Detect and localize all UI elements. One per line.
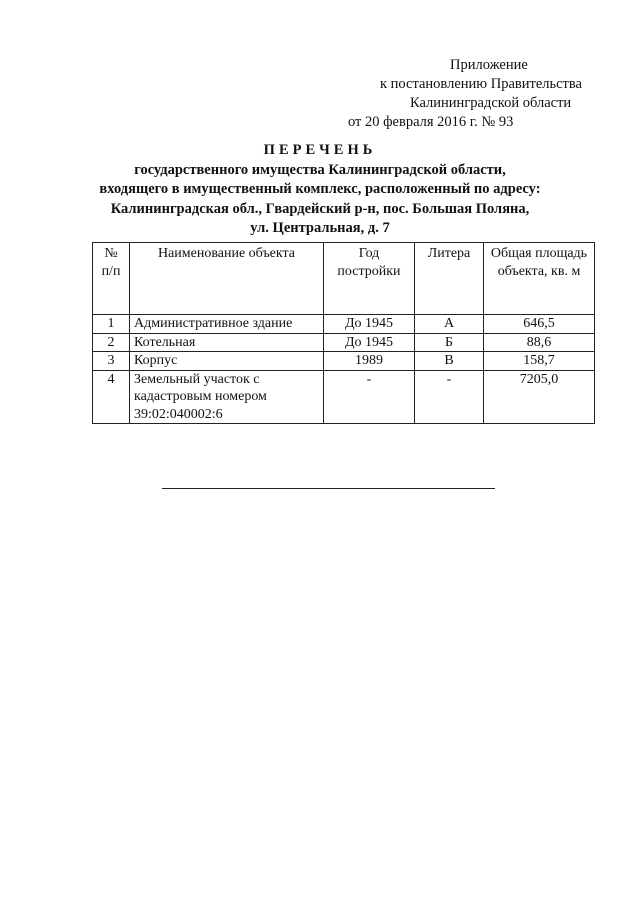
cell-num: 4 xyxy=(93,370,130,424)
header-year: Год постройки xyxy=(324,243,415,315)
closing-divider xyxy=(162,488,495,489)
property-table xyxy=(92,242,595,424)
header-litera: Литера xyxy=(415,243,484,315)
header-num: № п/п xyxy=(93,243,130,315)
cell-year: До 1945 xyxy=(324,333,415,352)
cell-num: 3 xyxy=(93,352,130,371)
table-row xyxy=(93,315,595,334)
cell-name: Котельная xyxy=(130,333,324,352)
table-row xyxy=(93,333,595,352)
cell-year: До 1945 xyxy=(324,315,415,334)
appendix-line: к постановлению Правительства xyxy=(380,76,582,92)
appendix-block xyxy=(300,56,600,132)
table-row xyxy=(93,352,595,371)
cell-year: - xyxy=(324,370,415,424)
cell-litera: - xyxy=(415,370,484,424)
header-name: Наименование объекта xyxy=(130,243,324,315)
cell-litera: А xyxy=(415,315,484,334)
cell-name: Корпус xyxy=(130,352,324,371)
cell-litera: В xyxy=(415,352,484,371)
heading-line: входящего в имущественный комплекс, расположенный по адресу: xyxy=(99,181,541,197)
appendix-line: Калининградской области xyxy=(410,95,572,111)
cell-num: 2 xyxy=(93,333,130,352)
table-row xyxy=(93,370,595,424)
document-title: ПЕРЕЧЕНЬ xyxy=(263,142,377,158)
cell-litera: Б xyxy=(415,333,484,352)
table-header-row xyxy=(93,243,595,315)
cell-area: 158,7 xyxy=(484,352,595,371)
document-heading xyxy=(60,141,580,239)
cell-year: 1989 xyxy=(324,352,415,371)
cell-name: Земельный участок с кадастровым номером 39:02:040002:6 xyxy=(130,370,324,424)
cell-area: 646,5 xyxy=(484,315,595,334)
cell-name: Административное здание xyxy=(130,315,324,334)
heading-line: Калининградская обл., Гвардейский р-н, пос. Большая Поляна, xyxy=(110,200,530,217)
heading-line: государственного имущества Калининградской области, xyxy=(134,161,506,178)
cell-num: 1 xyxy=(93,315,130,334)
cell-area: 7205,0 xyxy=(484,370,595,424)
appendix-date-line: от 20 февраля 2016 г. № 93 xyxy=(348,114,514,130)
header-area: Общая площадь объекта, кв. м xyxy=(484,243,595,315)
appendix-line: Приложение xyxy=(450,57,528,73)
cell-area: 88,6 xyxy=(484,333,595,352)
heading-line: ул. Центральная, д. 7 xyxy=(250,220,390,236)
